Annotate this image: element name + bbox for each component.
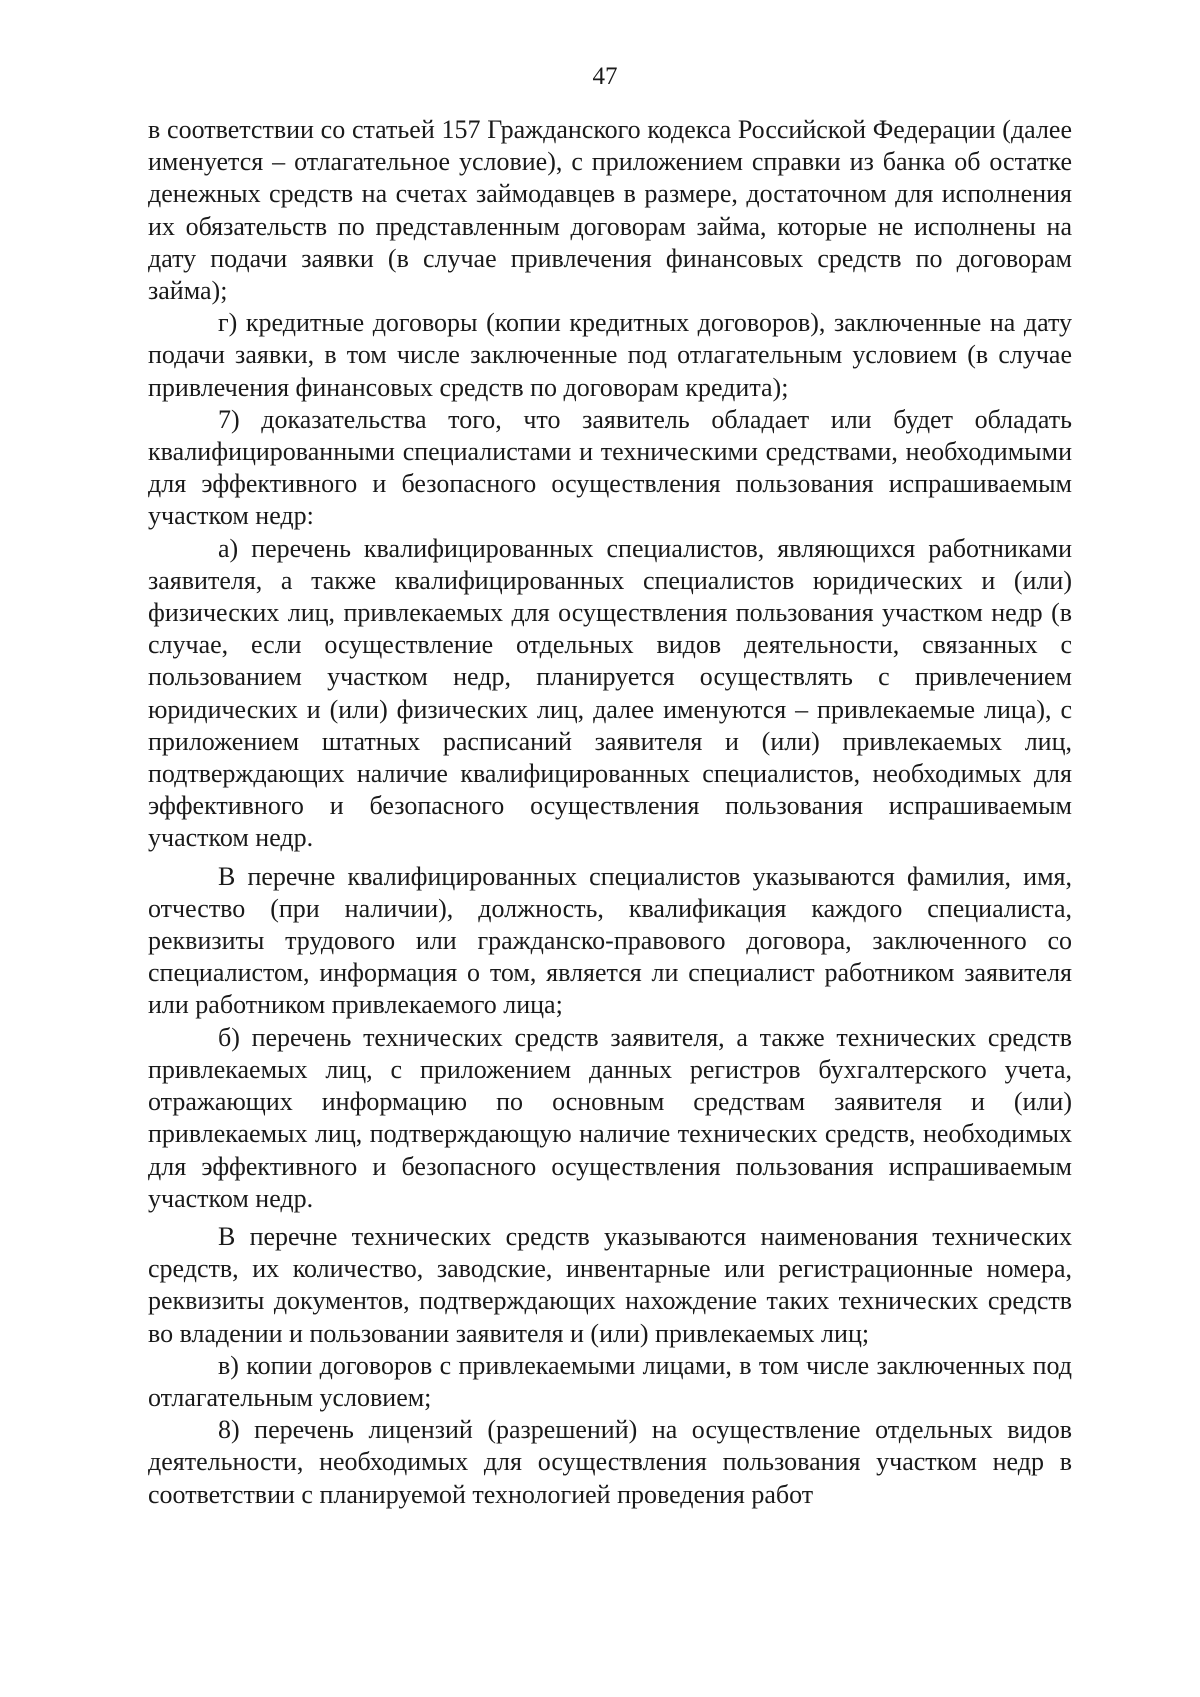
paragraph-technical-list: В перечне технических средств указываются наименования технических средств, их количество, заводские, инвентарные или регистрационные номера, реквизиты документов, подтверждающих нахождение таких технических средств во владении и пользовании заявителя и (или) привлекаемых лиц; (148, 1221, 1072, 1348)
paragraph-continuation: в соответствии со статьей 157 Гражданского кодекса Российской Федерации (далее именуется – отлагательное условие), с приложением справки из банка об остатке денежных средств на счетах займодавцев в размере, достаточном для исполнения их обязательств по представленным договорам займа, которые не исполнены на дату подачи заявки (в случае привлечения финансовых средств по договорам займа); (148, 115, 1072, 306)
document-body (148, 114, 1072, 1511)
paragraph-item-8: 8) перечень лицензий (разрешений) на осуществление отдельных видов деятельности, необходимых для осуществления пользования участком недр в соответствии с планируемой технологией проведения работ (148, 1415, 1072, 1509)
paragraph-item-b: б) перечень технических средств заявителя, а также технических средств привлекаемых лиц, с приложением данных регистров бухгалтерского учета, отражающих информацию по основным средствам заявителя и (или) привлекаемых лиц, подтверждающую наличие технических средств, необходимых для эффективного и безопасного осуществления пользования испрашиваемым участком недр. (148, 1022, 1072, 1213)
page-number: 47 (592, 63, 618, 90)
paragraph-item-v: в) копии договоров с привлекаемыми лицами, в том числе заключенных под отлагательным условием; (148, 1350, 1072, 1412)
paragraph-specialists-list: В перечне квалифицированных специалистов указываются фамилия, имя, отчество (при наличии), должность, квалификация каждого специалиста, реквизиты трудового или гражданско-правового договора, заключенного со специалистом, информация о том, является ли специалист работником заявителя или работником привлекаемого лица; (148, 861, 1072, 1020)
paragraph-item-a: а) перечень квалифицированных специалистов, являющихся работниками заявителя, а также квалифицированных специалистов юридических и (или) физических лиц, привлекаемых для осуществления пользования участком недр (в случае, если осуществление отдельных видов деятельности, связанных с пользованием участком недр, планируется осуществлять с привлечением юридических и (или) физических лиц, далее именуются – привлекаемые лица), с приложением штатных расписаний заявителя и (или) привлекаемых лиц, подтверждающих наличие квалифицированных специалистов, необходимых для эффективного и безопасного осуществления пользования испрашиваемым участком недр. (148, 533, 1072, 853)
paragraph-item-7: 7) доказательства того, что заявитель обладает или будет обладать квалифицированными специалистами и техническими средствами, необходимыми для эффективного и безопасного осуществления пользования испрашиваемым участком недр: (148, 404, 1072, 531)
paragraph-item-g: г) кредитные договоры (копии кредитных договоров), заключенные на дату подачи заявки, в том числе заключенные под отлагательным условием (в случае привлечения финансовых средств по договорам кредита); (148, 308, 1072, 402)
